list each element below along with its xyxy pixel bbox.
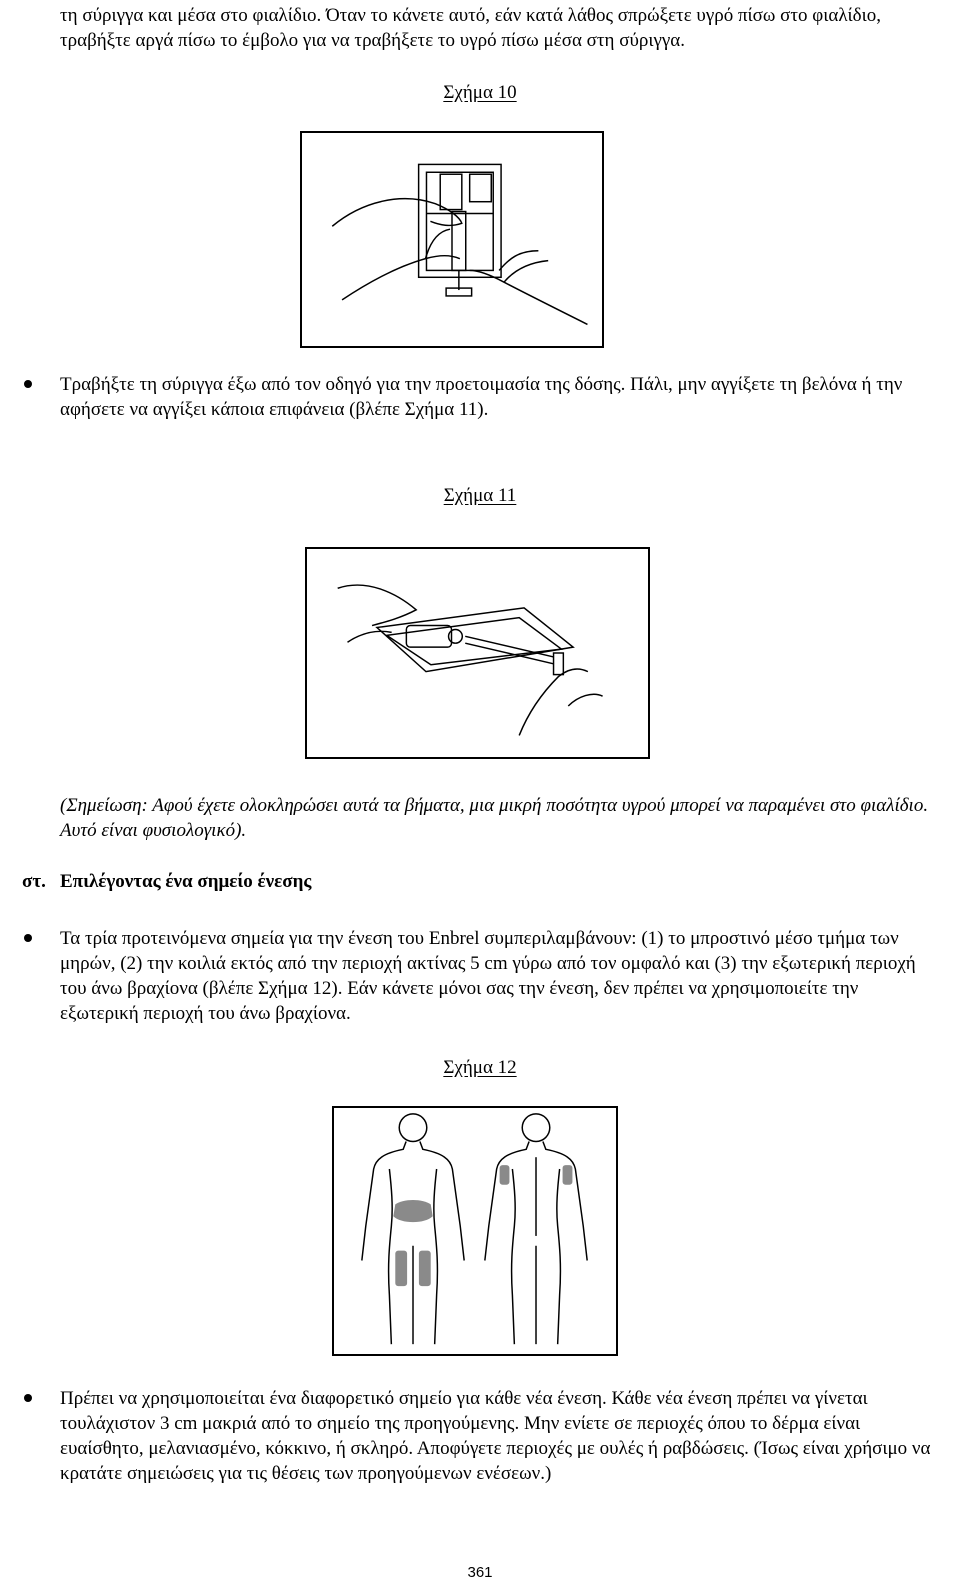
note-paragraph: (Σημείωση: Αφού έχετε ολοκληρώσει αυτά τα βήματα, μια μικρή ποσότητα υγρού μπορεί να παραμένει στο φιαλίδιο. Αυτό είναι φυσιολογικό). (60, 795, 929, 841)
syringe-vial-illustration (302, 133, 602, 346)
section-heading: Επιλέγοντας ένα σημείο ένεσης (60, 871, 312, 892)
injection-sites-illustration (334, 1108, 616, 1354)
page-number: 361 (467, 1564, 493, 1581)
bullet-1-text: Τραβήξτε τη σύριγγα έξω από τον οδηγό για την προετοιμασία της δόσης. Πάλι, μην αγγίξετε τη βελόνα ή την αφήσετε να αγγίξει κάποια επιφάνεια (βλέπε Σχήμα 11). (60, 374, 903, 420)
figure-11-image (305, 547, 650, 759)
injection-site-shading (393, 1165, 572, 1286)
bullet-3-text: Πρέπει να χρησιμοποιείται ένα διαφορετικό σημείο για κάθε νέα ένεση. Κάθε νέα ένεση πρέπει να γίνεται τουλάχιστον 3 cm μακριά από το σημείο της προηγούμενης. Μην ενίετε σε περιοχές όπου το δέρμα είναι ευαίσθητο, μελανιασμένο, κόκκινο, ή σκληρό. Αποφύγετε περιοχές με ουλές ή ραβδώσεις. (Ίσως είναι χρήσιμο να κρατάτε σημειώσεις για τις θέσεις των προηγούμενων ενέσεων.) (60, 1388, 931, 1484)
syringe-removal-illustration (307, 549, 648, 757)
figure-11-title: Σχήμα 11 (443, 485, 517, 506)
bullet-marker (24, 1394, 32, 1402)
figure-10-image (300, 131, 604, 348)
intro-paragraph: τη σύριγγα και μέσα στο φιαλίδιο. Όταν το κάνετε αυτό, εάν κατά λάθος σπρώξετε υγρό πίσω στο φιαλίδιο, τραβήξτε αργά πίσω το έμβολο για να τραβήξετε το υγρό πίσω μέσα στη σύριγγα. (60, 5, 881, 51)
section-number: στ. (22, 871, 46, 892)
figure-12-image (332, 1106, 618, 1356)
bullet-marker (24, 934, 32, 942)
bullet-2-text: Τα τρία προτεινόμενα σημεία για την ένεση του Enbrel συμπεριλαμβάνουν: (1) το μπροστινό μέσο τμήμα των μηρών, (2) την κοιλιά εκτός από την περιοχή ακτίνας 5 cm γύρω από τον ομφαλό και (3) την εξωτερική περιοχή του άνω βραχίονα (βλέπε Σχήμα 12). Εάν κάνετε μόνοι σας την ένεση, δεν πρέπει να χρησιμοποιείτε την εξωτερική περιοχή του άνω βραχίονα. (60, 928, 916, 1024)
figure-12-title: Σχήμα 12 (443, 1057, 517, 1078)
figure-10-title: Σχήμα 10 (443, 82, 517, 103)
bullet-marker (24, 380, 32, 388)
